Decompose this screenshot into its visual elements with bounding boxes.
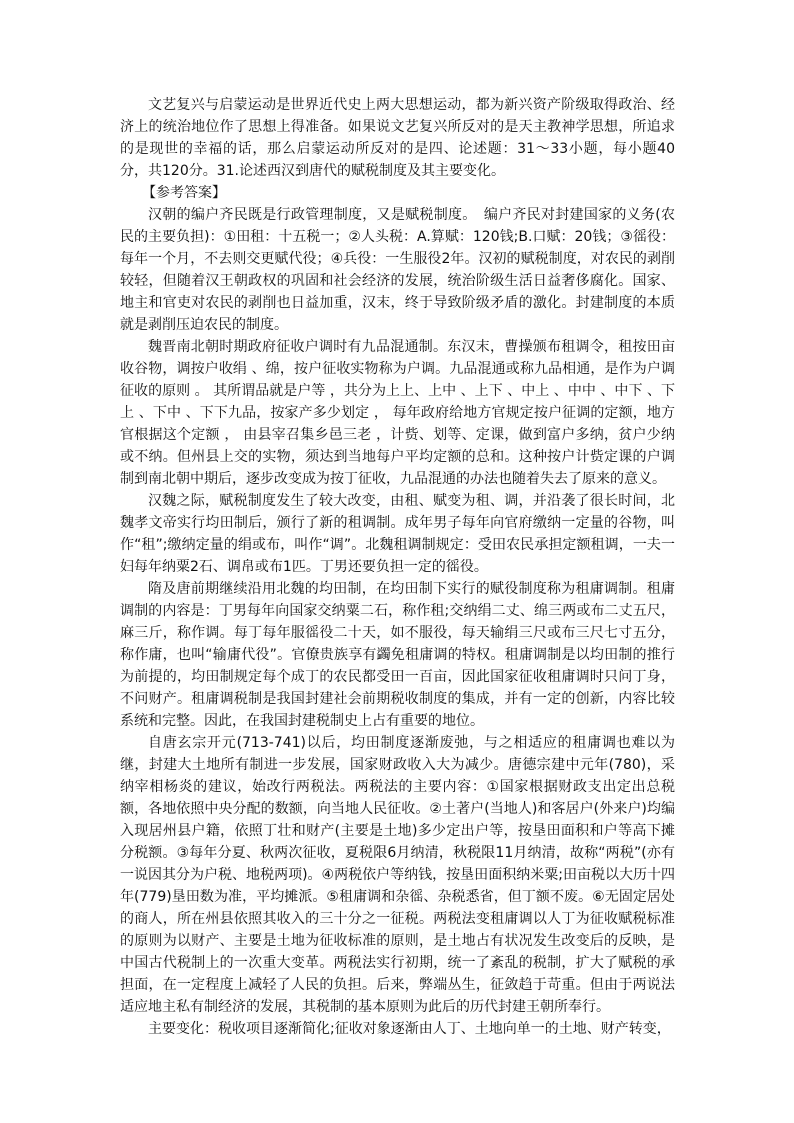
- document-page: [120, 94, 675, 1040]
- han-dynasty-paragraph: 汉朝的编户齐民既是行政管理制度，又是赋税制度。 编户齐民对封建国家的义务(农民的主要负担)：①田租：十五税一；②人头税：A.算赋：120钱;B.口赋：20钱；③徭役：每年一个月，不去则交更赋代役；④兵役：一生服役2年。汉初的赋税制度，对农民的剥削较轻，但随着汉王朝政权的巩固和社会经济的发展，统治阶级生活日益奢侈腐化。国家、地主和官吏对农民的剥削也日益加重，汉末，终于导致阶级矛盾的激化。封建制度的本质就是剥削压迫农民的制度。: [120, 207, 675, 333]
- intro-paragraph: 文艺复兴与启蒙运动是世界近代史上两大思想运动，都为新兴资产阶级取得政治、经济上的统治地位作了思想上得准备。如果说文艺复兴所反对的是天主教神学思想，所追求的是现世的幸福的话，那么启蒙运动所反对的是四、论述题：31～33小题，每小题40分，共120分。31.论述西汉到唐代的赋税制度及其主要变化。: [120, 97, 675, 179]
- sui-tang-paragraph: 隋及唐前期继续沿用北魏的均田制，在均田制下实行的赋役制度称为租庸调制。租庸调制的内容是：丁男每年向国家交纳粟二石，称作租;交纳绢二丈、绵三两或布二丈五尺，麻三斤，称作调。每丁每年服徭役二十天，如不服役，每天输绢三尺或布三尺七寸五分，称作庸，也叫“输庸代役”。官僚贵族享有蠲免租庸调的特权。租庸调制是以均田制的推行为前提的，均田制规定每个成丁的农民都受田一百亩，因此国家征收租庸调时只问丁身，不问财产。租庸调税制是我国封建社会前期税收制度的集成，并有一定的创新，内容比较系统和完整。因此，在我国封建税制史上占有重要的地位。: [120, 581, 675, 729]
- answer-heading: 【参考答案】: [142, 185, 226, 201]
- wei-jin-paragraph: 魏晋南北朝时期政府征收户调时有九品混通制。东汉末，曹操颁布租调令，租按田亩收谷物，调按户收绢 、绵，按户征收实物称为户调。九品混通或称九品相通，是作为户调征收的原则 。 其所谓品就是户等 ，共分为上上、上中 、上下 、中上 、中中 、中下 、下上 、下中 、下下九品，按家产多少划定 ， 每年政府给地方官规定按户征调的定额，地方官根据这个定额 ， 由县宰召集乡邑三老 ，计赀、划等、定课，做到富户多纳，贫户少纳或不纳。但州县上交的实物，须达到当地每户平均定额的总和。这种按户计赀定课的户调制到南北朝中期后，逐步改变成为按丁征收，九品混通的办法也随着失去了原来的意义。: [120, 339, 675, 487]
- han-wei-transition-paragraph: 汉魏之际，赋税制度发生了较大改变，由租、赋变为租、调，并沿袭了很长时间，北魏孝文帝实行均田制后，颁行了新的租调制。成年男子每年向官府缴纳一定量的谷物，叫作“租”;缴纳定量的绢或布，叫作“调”。北魏租调制规定：受田农民承担定额租调，一夫一妇每年纳粟2石、调帛或布1匹。丁男还要负担一定的徭役。: [120, 493, 675, 575]
- two-tax-paragraph: 自唐玄宗开元(713-741)以后，均田制度逐渐废弛，与之相适应的租庸调也难以为继，封建大土地所有制进一步发展，国家财政收入大为减少。唐德宗建中元年(780)，采纳宰相杨炎的建议，始改行两税法。两税法的主要内容：①国家根据财政支出定出总税额，各地依照中央分配的数额，向当地人民征收。②土著户(当地人)和客居户(外来户)均编入现居州县户籍，依照丁壮和财产(主要是土地)多少定出户等，按垦田面积和户等高下摊分税额。③每年分夏、秋两次征收，夏税限6月纳清，秋税限11月纳清，故称“两税”(亦有一说因其分为户税、地税两项)。④两税依户等纳钱，按垦田面积纳米粟;田亩税以大历十四年(779)垦田数为准，平均摊派。⑤租庸调和杂徭、杂税悉省，但丁额不废。⑥无固定居处的商人，所在州县依照其收入的三十分之一征税。两税法变租庸调以人丁为征收赋税标准的原则为以财产、主要是土地为征收标准的原则，是土地占有状况发生改变后的反映，是中国古代税制上的一次重大变革。两税法实行初期，统一了紊乱的税制，扩大了赋税的承担面，在一定程度上减轻了人民的负担。后来，弊端丛生，征敛趋于苛重。但由于两说法适应地主私有制经济的发展，其税制的基本原则为此后的历代封建王朝所奉行。: [120, 735, 675, 1015]
- main-changes-paragraph: 主要变化：税收项目逐渐简化;征收对象逐渐由人丁、土地向单一的土地、财产转变，: [148, 1021, 671, 1037]
